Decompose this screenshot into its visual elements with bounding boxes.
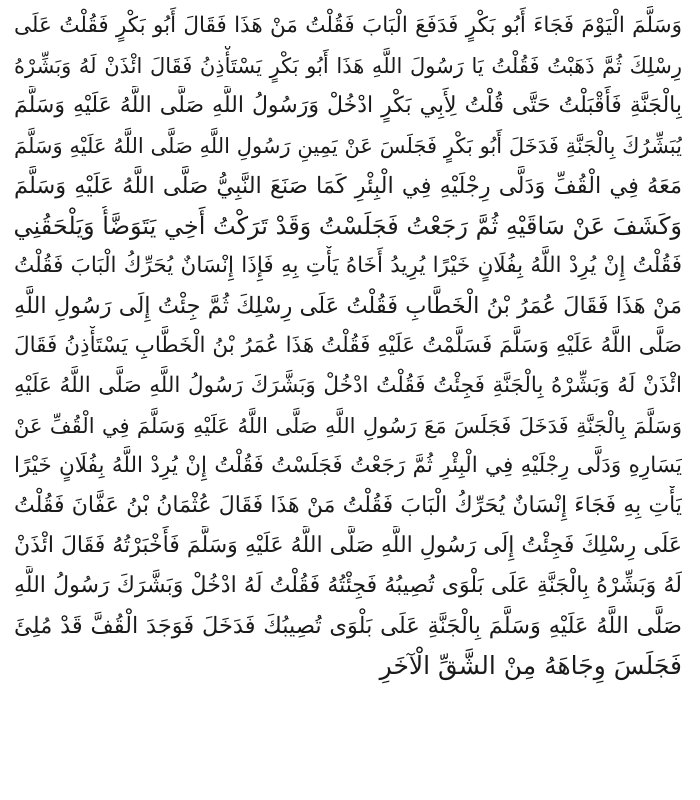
- text-line: عَلَى رِسْلِكَ فَجِئْتُ إِلَى رَسُولِ اللَّهِ صَلَّى اللَّهُ عَلَيْهِ وَسَلَّمَ فَأَخْبَرْتُهُ فَقَالَ ائْذَنْ: [14, 533, 682, 558]
- text-line: رِسْلِكَ ثُمَّ ذَهَبْتُ فَقُلْتُ يَا رَسُولَ اللَّهِ هَذَا أَبُو بَكْرٍ يَسْتَأْذِنُ فَقَالَ ائْذَنْ لَهُ وَبَشِّرْهُ: [14, 54, 682, 78]
- text-line: يُبَشِّرُكَ بِالْجَنَّةِ فَدَخَلَ أَبُو بَكْرٍ فَجَلَسَ عَنْ يَمِينِ رَسُولِ اللَّهِ صَلَّى اللَّهُ عَلَيْهِ وَسَلَّمَ: [14, 134, 682, 158]
- text-line: مَنْ هَذَا فَقَالَ عُمَرُ بْنُ الْخَطَّابِ فَقُلْتُ عَلَى رِسْلِكَ ثُمَّ جِئْتُ إِلَى رَسُولِ اللَّهِ: [14, 293, 682, 319]
- text-line: فَجَلَسَ وِجَاهَهُ مِنْ الشَّقِّ الْآخَرِ: [379, 651, 682, 680]
- text-line: وَسَلَّمَ بِالْجَنَّةِ فَدَخَلَ فَجَلَسَ مَعَ رَسُولِ اللَّهِ صَلَّى اللَّهُ عَلَيْهِ وَسَلَّمَ فِي الْقُفِّ عَنْ: [14, 414, 682, 438]
- text-line: يَأْتِ بِهِ فَجَاءَ إِنْسَانٌ يُحَرِّكُ الْبَابَ فَقُلْتُ مَنْ هَذَا فَقَالَ عُثْمَانُ بْنُ عَفَّانَ فَقُلْتُ: [14, 493, 682, 518]
- text-line: مَعَهُ فِي الْقُفِّ وَدَلَّى رِجْلَيْهِ فِي الْبِئْرِ كَمَا صَنَعَ النَّبِيُّ صَلَّى اللَّهُ عَلَيْهِ وَسَلَّمَ: [14, 173, 682, 199]
- text-line: وَكَشَفَ عَنْ سَاقَيْهِ ثُمَّ رَجَعْتُ فَجَلَسْتُ وَقَدْ تَرَكْتُ أَخِي يَتَوَضَّأُ وَيَلْحَقُنِي: [14, 212, 682, 240]
- text-line: صَلَّى اللَّهُ عَلَيْهِ وَسَلَّمَ فَسَلَّمْتُ عَلَيْهِ فَقُلْتُ هَذَا عُمَرُ بْنُ الْخَطَّابِ يَسْتَأْذِنُ فَقَالَ: [14, 333, 682, 358]
- text-line: وَسَلَّمَ الْيَوْمَ فَجَاءَ أَبُو بَكْرٍ فَدَفَعَ الْبَابَ فَقُلْتُ مَنْ هَذَا فَقَالَ أَبُو بَكْرٍ فَقُلْتُ عَلَى: [14, 13, 682, 38]
- text-line: لَهُ وَبَشِّرْهُ بِالْجَنَّةِ عَلَى بَلْوَى تُصِيبُهُ فَجِئْتُهُ فَقُلْتُ لَهُ ادْخُلْ وَبَشَّرَكَ رَسُولُ اللَّهِ: [14, 573, 682, 598]
- text-line: فَقُلْتُ إِنْ يُرِدْ اللَّهُ بِفُلَانٍ خَيْرًا يُرِيدُ أَخَاهُ يَأْتِ بِهِ فَإِذَا إِنْسَانٌ يُحَرِّكُ الْبَابَ فَقُلْتُ: [14, 253, 682, 278]
- text-line: بِالْجَنَّةِ فَأَقْبَلْتُ حَتَّى قُلْتُ لِأَبِي بَكْرٍ ادْخُلْ وَرَسُولُ اللَّهِ صَلَّى اللَّهُ عَلَيْهِ وَسَلَّمَ: [14, 93, 682, 118]
- text-line: يَسَارِهِ وَدَلَّى رِجْلَيْهِ فِي الْبِئْرِ ثُمَّ رَجَعْتُ فَجَلَسْتُ فَقُلْتُ إِنْ يُرِدْ اللَّهُ بِفُلَانٍ خَيْرًا: [14, 453, 682, 478]
- text-line: ائْذَنْ لَهُ وَبَشِّرْهُ بِالْجَنَّةِ فَجِئْتُ فَقُلْتُ ادْخُلْ وَبَشَّرَكَ رَسُولُ اللَّهِ صَلَّى اللَّهُ عَلَيْهِ: [14, 373, 682, 398]
- text-line: صَلَّى اللَّهُ عَلَيْهِ وَسَلَّمَ بِالْجَنَّةِ عَلَى بَلْوَى تُصِيبُكَ فَدَخَلَ فَوَجَدَ الْقُفَّ قَدْ مُلِئَ: [14, 613, 682, 639]
- hadith-text: [14, 6, 682, 686]
